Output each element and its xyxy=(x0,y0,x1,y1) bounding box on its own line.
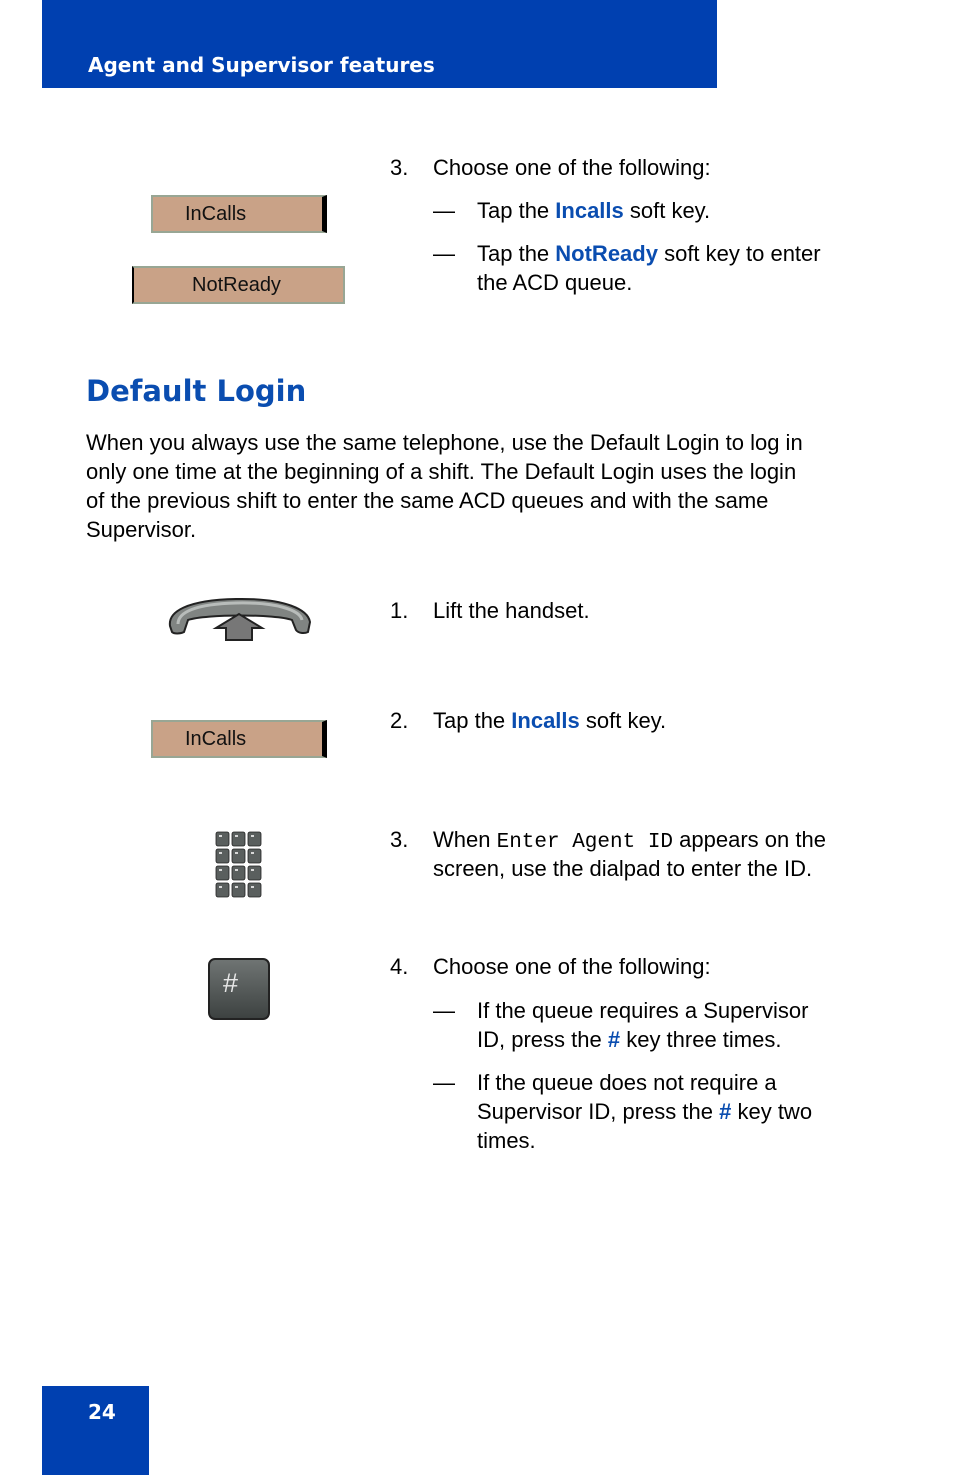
step-text-pre: Tap the xyxy=(433,708,512,733)
incalls-softkey-image xyxy=(151,195,327,233)
paragraph-line: only one time at the beginning of a shift. The Default Login uses the login xyxy=(86,459,797,484)
incalls-softkey-label: InCalls xyxy=(185,202,247,225)
header-bar xyxy=(42,0,717,88)
option-text-line2 xyxy=(477,1097,812,1126)
option-text-pre: Supervisor ID, press the xyxy=(477,1099,720,1124)
step-number: 1. xyxy=(390,598,409,623)
option-text-line1: If the queue does not require a xyxy=(477,1070,777,1095)
step-text: Lift the handset. xyxy=(433,598,590,623)
page-number: 24 xyxy=(88,1400,116,1424)
dash: — xyxy=(433,198,455,223)
hash-keyword: # xyxy=(607,1027,621,1052)
dialpad-icon xyxy=(215,831,263,899)
step-number: 3. xyxy=(390,155,409,180)
option-text-post: key three times. xyxy=(620,1027,782,1052)
option-text-post: key two xyxy=(731,1099,813,1124)
step-text-post: appears on the xyxy=(673,827,826,852)
hash-key-icon xyxy=(208,958,270,1020)
section-paragraph xyxy=(86,428,886,544)
option-text-line3: times. xyxy=(477,1128,536,1153)
paragraph-line: When you always use the same telephone, use the Default Login to log in xyxy=(86,430,803,455)
paragraph-line: Supervisor. xyxy=(86,517,197,542)
option-text-line2 xyxy=(477,1025,781,1054)
option-text-pre: Tap the xyxy=(477,241,556,266)
handset-lift-icon xyxy=(166,596,312,642)
enter-agent-id-prompt: Enter Agent ID xyxy=(496,831,674,854)
step-number: 2. xyxy=(390,708,409,733)
incalls-softkey-image xyxy=(151,720,327,758)
option-text-post: soft key to enter xyxy=(657,241,821,266)
step-text xyxy=(433,706,666,735)
step-text-line2: screen, use the dialpad to enter the ID. xyxy=(433,856,813,881)
option-text-line1: If the queue requires a Supervisor xyxy=(477,998,809,1023)
option-text-post: soft key. xyxy=(623,198,711,223)
hash-key-label: # xyxy=(223,968,239,998)
step-text-pre: When xyxy=(433,827,497,852)
option-text-line2: the ACD queue. xyxy=(477,270,633,295)
hash-keyword: # xyxy=(719,1099,732,1124)
paragraph-line: of the previous shift to enter the same ACD queues and with the same xyxy=(86,488,769,513)
page-number-box xyxy=(42,1386,149,1475)
step-text: Choose one of the following: xyxy=(433,155,711,180)
section-title: Default Login xyxy=(86,374,307,408)
option-text-pre: Tap the xyxy=(477,198,556,223)
option-text-pre: ID, press the xyxy=(477,1027,608,1052)
step-number: 4. xyxy=(390,954,409,979)
step-number: 3. xyxy=(390,827,409,852)
option-text xyxy=(477,239,821,268)
dash: — xyxy=(433,1070,455,1095)
incalls-keyword: Incalls xyxy=(511,708,580,733)
notready-softkey-image xyxy=(132,266,345,304)
notready-keyword: NotReady xyxy=(555,241,658,266)
dash: — xyxy=(433,998,455,1023)
dash: — xyxy=(433,241,455,266)
notready-softkey-label: NotReady xyxy=(192,273,281,296)
step-text xyxy=(433,825,826,857)
header-title: Agent and Supervisor features xyxy=(88,53,435,77)
step-text-post: soft key. xyxy=(579,708,667,733)
step-text: Choose one of the following: xyxy=(433,954,711,979)
incalls-keyword: Incalls xyxy=(555,198,624,223)
incalls-softkey-label: InCalls xyxy=(185,727,247,750)
option-text xyxy=(477,196,710,225)
